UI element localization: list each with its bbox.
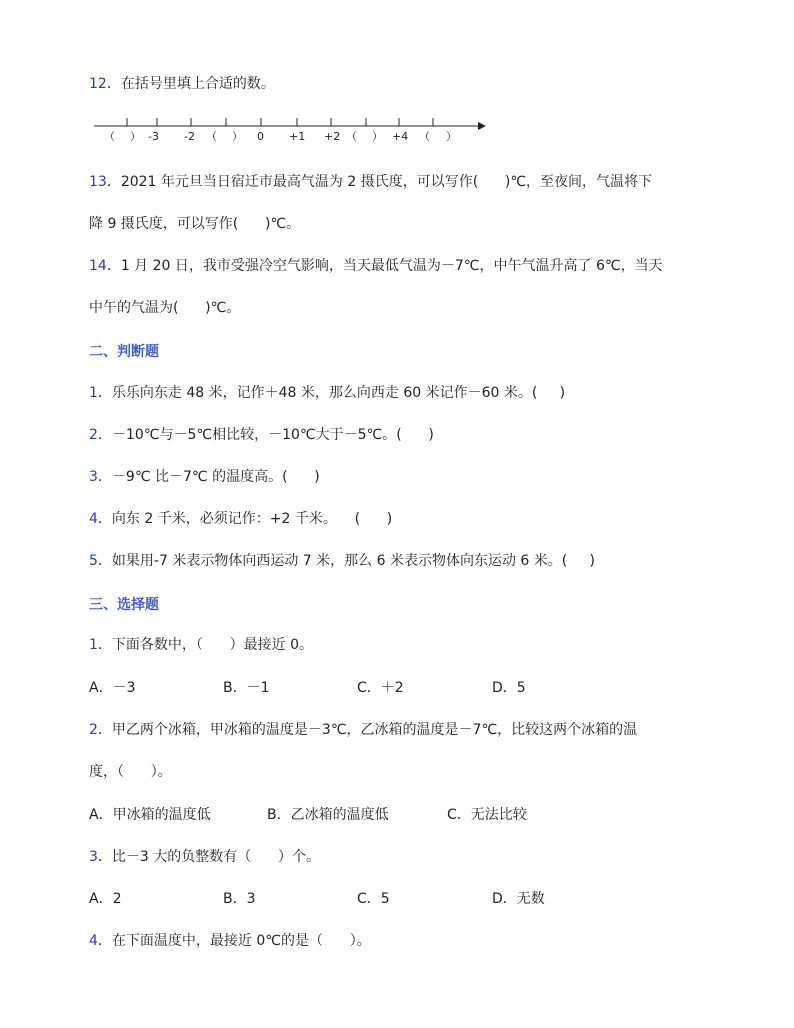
question-number: 12 [89, 76, 107, 92]
section-title-choice: 三、选择题 [89, 597, 159, 613]
nl-label: （ [346, 130, 357, 143]
question-text: ．比－3 大的负整数有（ ）个。 [97, 849, 320, 865]
choice-item [89, 931, 371, 951]
option-a: A．甲冰箱的温度低 [89, 807, 211, 823]
question-text: ．2021 年元旦当日宿迁市最高气温为 2 摄氏度，可以写作( )℃，至夜间，气温将下 [106, 174, 653, 190]
question-13 [89, 172, 652, 192]
nl-label: ） [232, 130, 243, 143]
option-b: B．3 [223, 891, 256, 907]
option-a: A．－3 [89, 680, 136, 696]
question-text: ．乐乐向东走 48 米，记作＋48 米，那么向西走 60 米记作－60 米。( ) [97, 385, 566, 401]
option-c: C．5 [357, 891, 390, 907]
judge-item [89, 383, 565, 403]
nl-label: （ [104, 130, 115, 143]
question-14 [89, 256, 663, 276]
option-c: C．无法比较 [447, 807, 527, 823]
question-text: ．1 月 20 日，我市受强冷空气影响，当天最低气温为－7℃，中午气温升高了 6℃，当天 [106, 258, 663, 274]
question-number: 5 [89, 553, 98, 569]
judge-item [89, 467, 320, 487]
question-number: 4 [89, 511, 98, 527]
nl-label: 0 [257, 130, 264, 143]
option-d: D．无数 [492, 891, 545, 907]
question-13-cont: 降 9 摄氏度，可以写作( )℃。 [89, 216, 301, 232]
question-text: ．－10℃与－5℃相比较，－10℃大于－5℃。( ) [97, 427, 434, 443]
question-number: 3 [89, 849, 98, 865]
question-number: 4 [89, 933, 98, 949]
arrow-icon [478, 122, 486, 130]
nl-label: +2 [324, 130, 341, 143]
question-text: ．在下面温度中，最接近 0℃的是（ ）。 [97, 933, 371, 949]
nl-label: -2 [184, 130, 195, 143]
question-number: 2 [89, 722, 98, 738]
option-b: B．乙冰箱的温度低 [267, 807, 389, 823]
question-text: ．－9℃ 比－7℃ 的温度高。( ) [97, 469, 320, 485]
question-text: ．向东 2 千米，必须记作：+2 千米。 ( ) [97, 511, 393, 527]
option-d: D．5 [492, 680, 526, 696]
question-number: 3 [89, 469, 98, 485]
question-number: 1 [89, 385, 98, 401]
judge-item [89, 425, 434, 445]
choice-item [89, 635, 313, 655]
question-12 [89, 74, 275, 94]
judge-item [89, 509, 392, 529]
section-title-judge: 二、判断题 [89, 344, 159, 360]
question-text: ．如果用-7 米表示物体向西运动 7 米，那么 6 米表示物体向东运动 6 米。( ) [97, 553, 595, 569]
question-14-cont: 中午的气温为( )℃。 [89, 300, 241, 316]
question-text: ．下面各数中，（ ）最接近 0。 [97, 637, 313, 653]
number-line [90, 112, 490, 148]
option-b: B．－1 [223, 680, 270, 696]
nl-label: （ [206, 130, 217, 143]
nl-label: （ [419, 130, 430, 143]
choice-item [89, 720, 637, 740]
choice-item-cont: 度，（ ）。 [89, 764, 172, 780]
choice-item [89, 847, 320, 867]
nl-label: ） [372, 130, 383, 143]
judge-item [89, 551, 595, 571]
nl-label: -3 [148, 130, 159, 143]
nl-label: +1 [289, 130, 306, 143]
nl-label: +4 [392, 130, 409, 143]
question-number: 14 [89, 258, 107, 274]
question-number: 13 [89, 174, 107, 190]
question-text: ．在括号里填上合适的数。 [106, 76, 275, 92]
question-number: 1 [89, 637, 98, 653]
question-text: ．甲乙两个冰箱，甲冰箱的温度是－3℃，乙冰箱的温度是－7℃，比较这两个冰箱的温 [97, 722, 638, 738]
option-a: A．2 [89, 891, 122, 907]
nl-label: ） [446, 130, 457, 143]
option-c: C．＋2 [357, 680, 404, 696]
question-number: 2 [89, 427, 98, 443]
nl-label: ） [130, 130, 141, 143]
